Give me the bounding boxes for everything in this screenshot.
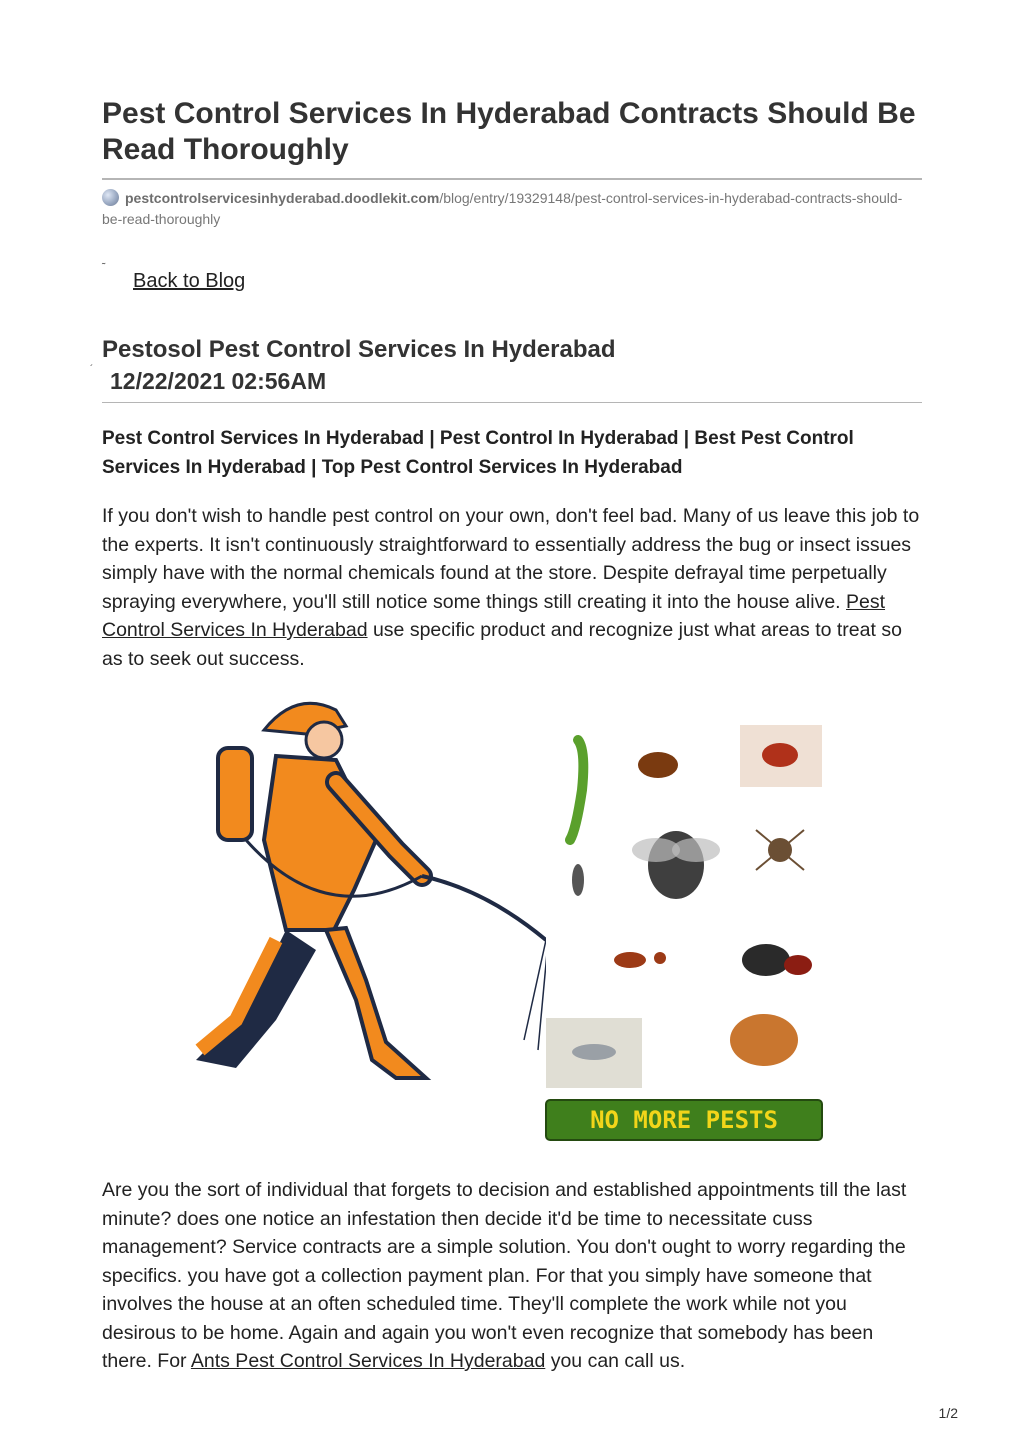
- paragraph-2: Are you the sort of individual that forgets to decision and established appointments till the last minute? does one notice an infestation then decide it'd be time to necessitate cuss management? Service contracts are a simple solution. You don't ought to worry regarding the specifics. you have got a collection payment plan. For that you simply have someone that involves the house at an often scheduled time. They'll complete the work while not you desirous to be home. Again and again you won't even recognize that somebody has been there. For Ants Pest Control Services In Hyderabad you can call us.: [102, 1179, 907, 1372]
- pest-control-illustration: [186, 690, 826, 1142]
- bullet-mark: ˜: [102, 262, 106, 273]
- article-title: Pest Control Services In Hyderabad Contracts Should Be Read Thoroughly: [102, 97, 916, 166]
- pests-collage: [546, 712, 822, 1140]
- title-divider: [102, 178, 922, 180]
- url-path: /blog/entry/19329148/pest-control-services-in-hyderabad-contracts-should-be-read-thoroughly: [102, 190, 903, 227]
- page-number: 1/2: [938, 1405, 958, 1421]
- post-divider: [102, 402, 922, 403]
- pest-control-worker-illustration: [196, 703, 578, 1078]
- pest-control-link[interactable]: Pest Control Services In Hyderabad: [102, 590, 886, 641]
- keyword-heading: Pest Control Services In Hyderabad | Pest Control In Hyderabad | Best Pest Control Services In Hyderabad | Top Pest Control Services In Hyderabad: [102, 428, 854, 478]
- source-url[interactable]: [102, 188, 922, 230]
- paragraph-1: If you don't wish to handle pest control on your own, don't feel bad. Many of us leave this job to the experts. It isn't continuously straightforward to essentially address the bug or insect issues simply have with the normal chemicals found at the store. Despite defrayal time perpetually spraying everywhere, you'll still notice some things still creating it into the house alive. Pest Control Services In Hyderabad use specific product and recognize just what areas to treat so as to seek out success.: [102, 505, 920, 670]
- date-mark: ´: [90, 364, 94, 375]
- ants-pest-control-link[interactable]: Ants Pest Control Services In Hyderabad: [190, 1350, 546, 1372]
- post-title: Pestosol Pest Control Services In Hyderabad: [102, 336, 616, 363]
- no-more-pests-banner: NO MORE PESTS: [590, 1106, 778, 1134]
- url-domain: pestcontrolservicesinhyderabad.doodlekit.com: [125, 190, 440, 206]
- post-date: 12/22/2021 02:56AM: [110, 368, 327, 394]
- globe-icon: [102, 189, 119, 206]
- back-to-blog-link[interactable]: Back to Blog: [133, 270, 246, 292]
